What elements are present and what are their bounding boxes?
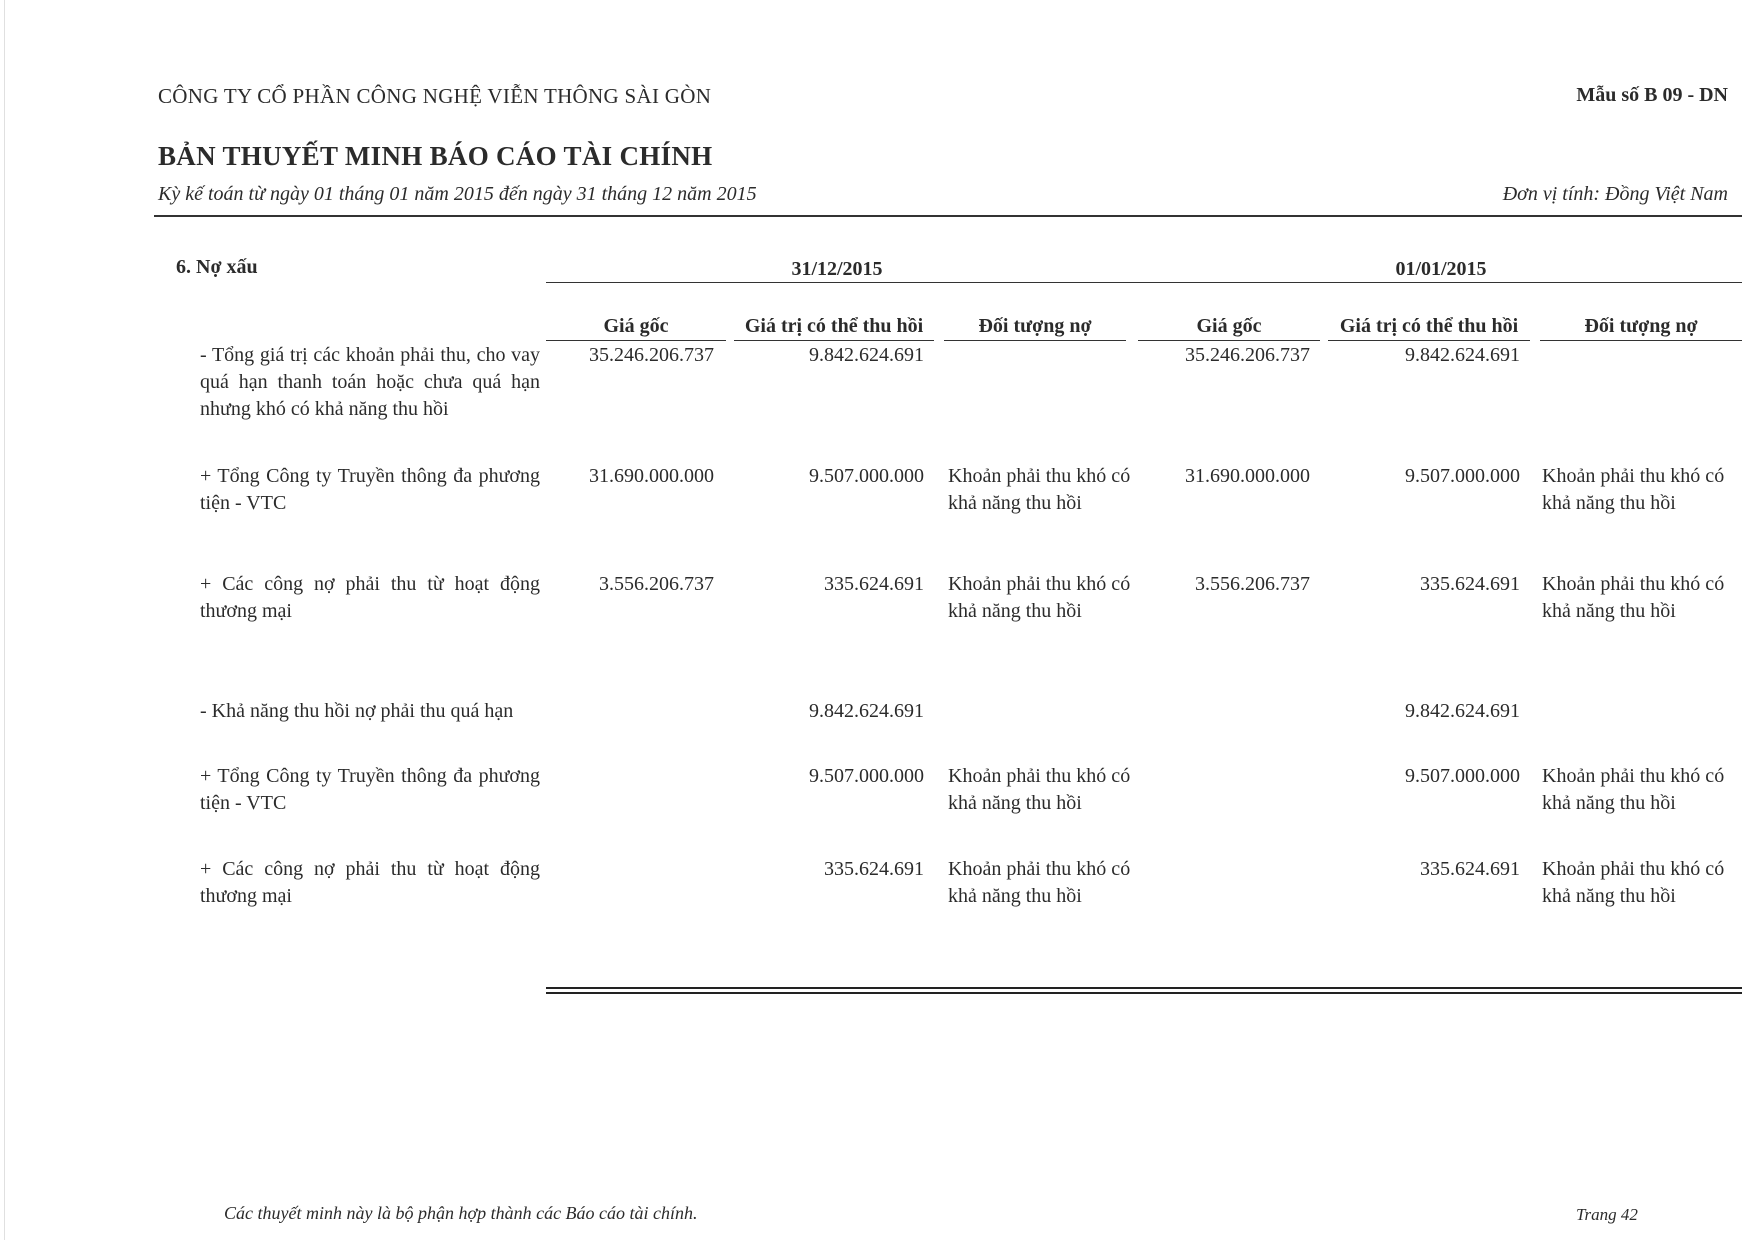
- col-rule: [1540, 340, 1742, 341]
- col-rule: [944, 340, 1126, 341]
- cell-recoverable-current: 9.507.000.000: [809, 465, 924, 487]
- row-description: + Tổng Công ty Truyền thông đa phương tiện - VTC: [200, 765, 540, 814]
- col-rule: [546, 340, 726, 341]
- row-description: + Các công nợ phải thu từ hoạt động thương mại: [200, 858, 540, 907]
- cell-object-prior: Khoản phải thu khó có khả năng thu hồi: [1542, 858, 1725, 907]
- section-title: 6. Nợ xấu: [176, 256, 258, 278]
- cell-recoverable-prior: 9.507.000.000: [1405, 765, 1520, 787]
- cell-cost-current: 35.246.206.737: [589, 344, 714, 366]
- cell-cost-prior: 35.246.206.737: [1185, 344, 1310, 366]
- cell-object-current: Khoản phải thu khó có khả năng thu hồi: [948, 858, 1131, 907]
- table-closing-rule: [546, 987, 1742, 989]
- form-number: Mẫu số B 09 - DN: [1576, 84, 1728, 106]
- page-number: Trang 42: [1576, 1205, 1638, 1224]
- cell-cost-prior: 31.690.000.000: [1185, 465, 1310, 487]
- period-current-rule: [546, 282, 1128, 283]
- period-current-heading: 31/12/2015: [791, 258, 883, 280]
- document-title: BẢN THUYẾT MINH BÁO CÁO TÀI CHÍNH: [158, 141, 713, 171]
- scan-edge: [4, 0, 5, 1240]
- col-rule: [734, 340, 934, 341]
- cell-recoverable-current: 335.624.691: [824, 573, 924, 595]
- cell-cost-prior: 3.556.206.737: [1195, 573, 1310, 595]
- header-divider: [154, 215, 1742, 217]
- cell-object-current: Khoản phải thu khó có khả năng thu hồi: [948, 465, 1131, 514]
- col-header-object-prior: Đối tượng nợ: [1584, 315, 1698, 337]
- col-rule: [1138, 340, 1320, 341]
- period-prior-heading: 01/01/2015: [1395, 258, 1487, 280]
- currency-unit: Đơn vị tính: Đồng Việt Nam: [1502, 183, 1728, 205]
- row-description: + Các công nợ phải thu từ hoạt động thương mại: [200, 573, 540, 622]
- cell-object-prior: Khoản phải thu khó có khả năng thu hồi: [1542, 465, 1725, 514]
- col-rule: [1328, 340, 1530, 341]
- col-header-recoverable-current: Giá trị có thể thu hồi: [744, 315, 924, 337]
- cell-object-prior: Khoản phải thu khó có khả năng thu hồi: [1542, 765, 1725, 814]
- cell-recoverable-prior: 9.507.000.000: [1405, 465, 1520, 487]
- cell-object-current: Khoản phải thu khó có khả năng thu hồi: [948, 573, 1131, 622]
- cell-recoverable-prior: 335.624.691: [1420, 573, 1520, 595]
- row-description: - Tổng giá trị các khoản phải thu, cho vay quá hạn thanh toán hoặc chưa quá hạn nhưng khó có khả năng thu hồi: [200, 344, 540, 420]
- col-header-recoverable-prior: Giá trị có thể thu hồi: [1339, 315, 1519, 337]
- cell-recoverable-current: 335.624.691: [824, 858, 924, 880]
- footer-note: Các thuyết minh này là bộ phận hợp thành các Báo cáo tài chính.: [224, 1203, 698, 1223]
- cell-recoverable-prior: 9.842.624.691: [1405, 344, 1520, 366]
- accounting-period: Kỳ kế toán từ ngày 01 tháng 01 năm 2015 đến ngày 31 tháng 12 năm 2015: [158, 183, 757, 205]
- cell-recoverable-current: 9.507.000.000: [809, 765, 924, 787]
- cell-cost-current: 3.556.206.737: [599, 573, 714, 595]
- row-description: - Khả năng thu hồi nợ phải thu quá hạn: [200, 700, 514, 722]
- company-name: CÔNG TY CỔ PHẦN CÔNG NGHỆ VIỄN THÔNG SÀI GÒN: [158, 84, 712, 108]
- col-header-cost-prior: Giá gốc: [1196, 315, 1262, 337]
- row-description: + Tổng Công ty Truyền thông đa phương tiện - VTC: [200, 465, 540, 514]
- table-closing-rule: [546, 992, 1742, 994]
- cell-object-prior: Khoản phải thu khó có khả năng thu hồi: [1542, 573, 1725, 622]
- cell-recoverable-current: 9.842.624.691: [809, 700, 924, 722]
- cell-cost-current: 31.690.000.000: [589, 465, 714, 487]
- cell-recoverable-prior: 335.624.691: [1420, 858, 1520, 880]
- col-header-object-current: Đối tượng nợ: [978, 315, 1092, 337]
- cell-object-current: Khoản phải thu khó có khả năng thu hồi: [948, 765, 1131, 814]
- cell-recoverable-prior: 9.842.624.691: [1405, 700, 1520, 722]
- col-header-cost-current: Giá gốc: [603, 315, 669, 337]
- period-prior-rule: [1128, 282, 1742, 283]
- cell-recoverable-current: 9.842.624.691: [809, 344, 924, 366]
